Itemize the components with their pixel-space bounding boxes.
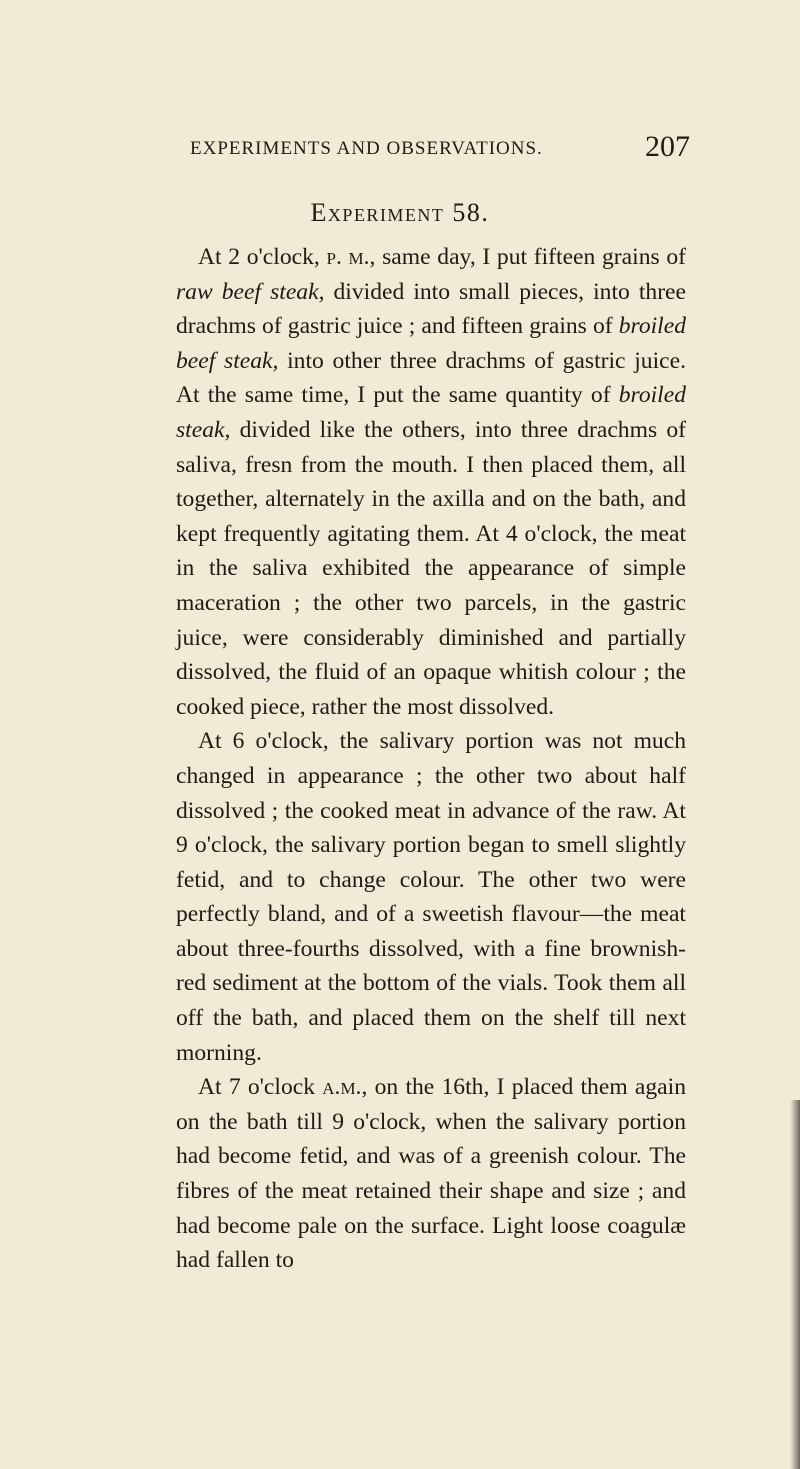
small-caps-phrase: a.m. [322, 1074, 362, 1101]
text-run: divided like the others, into three drachms of saliva, fresn from the mouth. I then placed them, all together, alternately in the axilla and on the bath, and kept frequently agitating them. At 4 o'clock, the meat in the saliva exhibited the appearance of simple maceration ; the other two parcels, in the gastric juice, were considerably diminished and partially dissolved, the fluid of an opaque whitish colour ; the cooked piece, rather the most dissolved. [176, 416, 686, 720]
text-run: At 7 o'clock [198, 1074, 323, 1101]
text-run: into other three drachms of gastric juice. At the same time, I put the same quantity of [176, 347, 686, 409]
page-edge-shadow [790, 1100, 800, 1469]
running-title: EXPERIMENTS AND OBSERVATIONS. [190, 138, 543, 159]
text-run: , same day, I put fifteen grains of [369, 244, 687, 270]
small-caps-phrase: p. m. [326, 244, 370, 270]
text-run: , on the 16th, I placed them again on the bath till 9 o'clock, when the salivary portion had become fetid, and was of a greenish colour. The fibres of the meat retained their shape and size ; and had become pale on the surface. Light loose coagulæ had fallen to [176, 1074, 687, 1274]
italic-phrase: broiled beef steak, [176, 313, 686, 374]
text-run: At 2 o'clock, [198, 244, 327, 270]
page-number: 207 [645, 130, 690, 163]
paragraph [176, 240, 686, 724]
text-run: divided into small pieces, into three drachms of gastric juice ; and fifteen grains of [176, 278, 686, 340]
running-head [190, 130, 690, 163]
paragraph [176, 724, 686, 1070]
text-run: At 6 o'clock, the salivary portion was not much changed in appearance ; the other two about half dissolved ; the cooked meat in advance of the raw. At 9 o'clock, the salivary portion began to smell slightly fetid, and to change colour. The other two were perfectly bland, and of a sweetish flavour—the meat about three-fourths dissolved, with a fine brownish-red sediment at the bottom of the vials. Took them all off the bath, and placed them on the shelf till next morning. [176, 728, 686, 1066]
experiment-title: Experiment 58. [310, 198, 490, 227]
body-text [176, 240, 686, 1278]
italic-phrase: broiled steak, [176, 382, 686, 443]
italic-phrase: raw beef steak, [176, 278, 325, 305]
paragraph [176, 1070, 686, 1278]
